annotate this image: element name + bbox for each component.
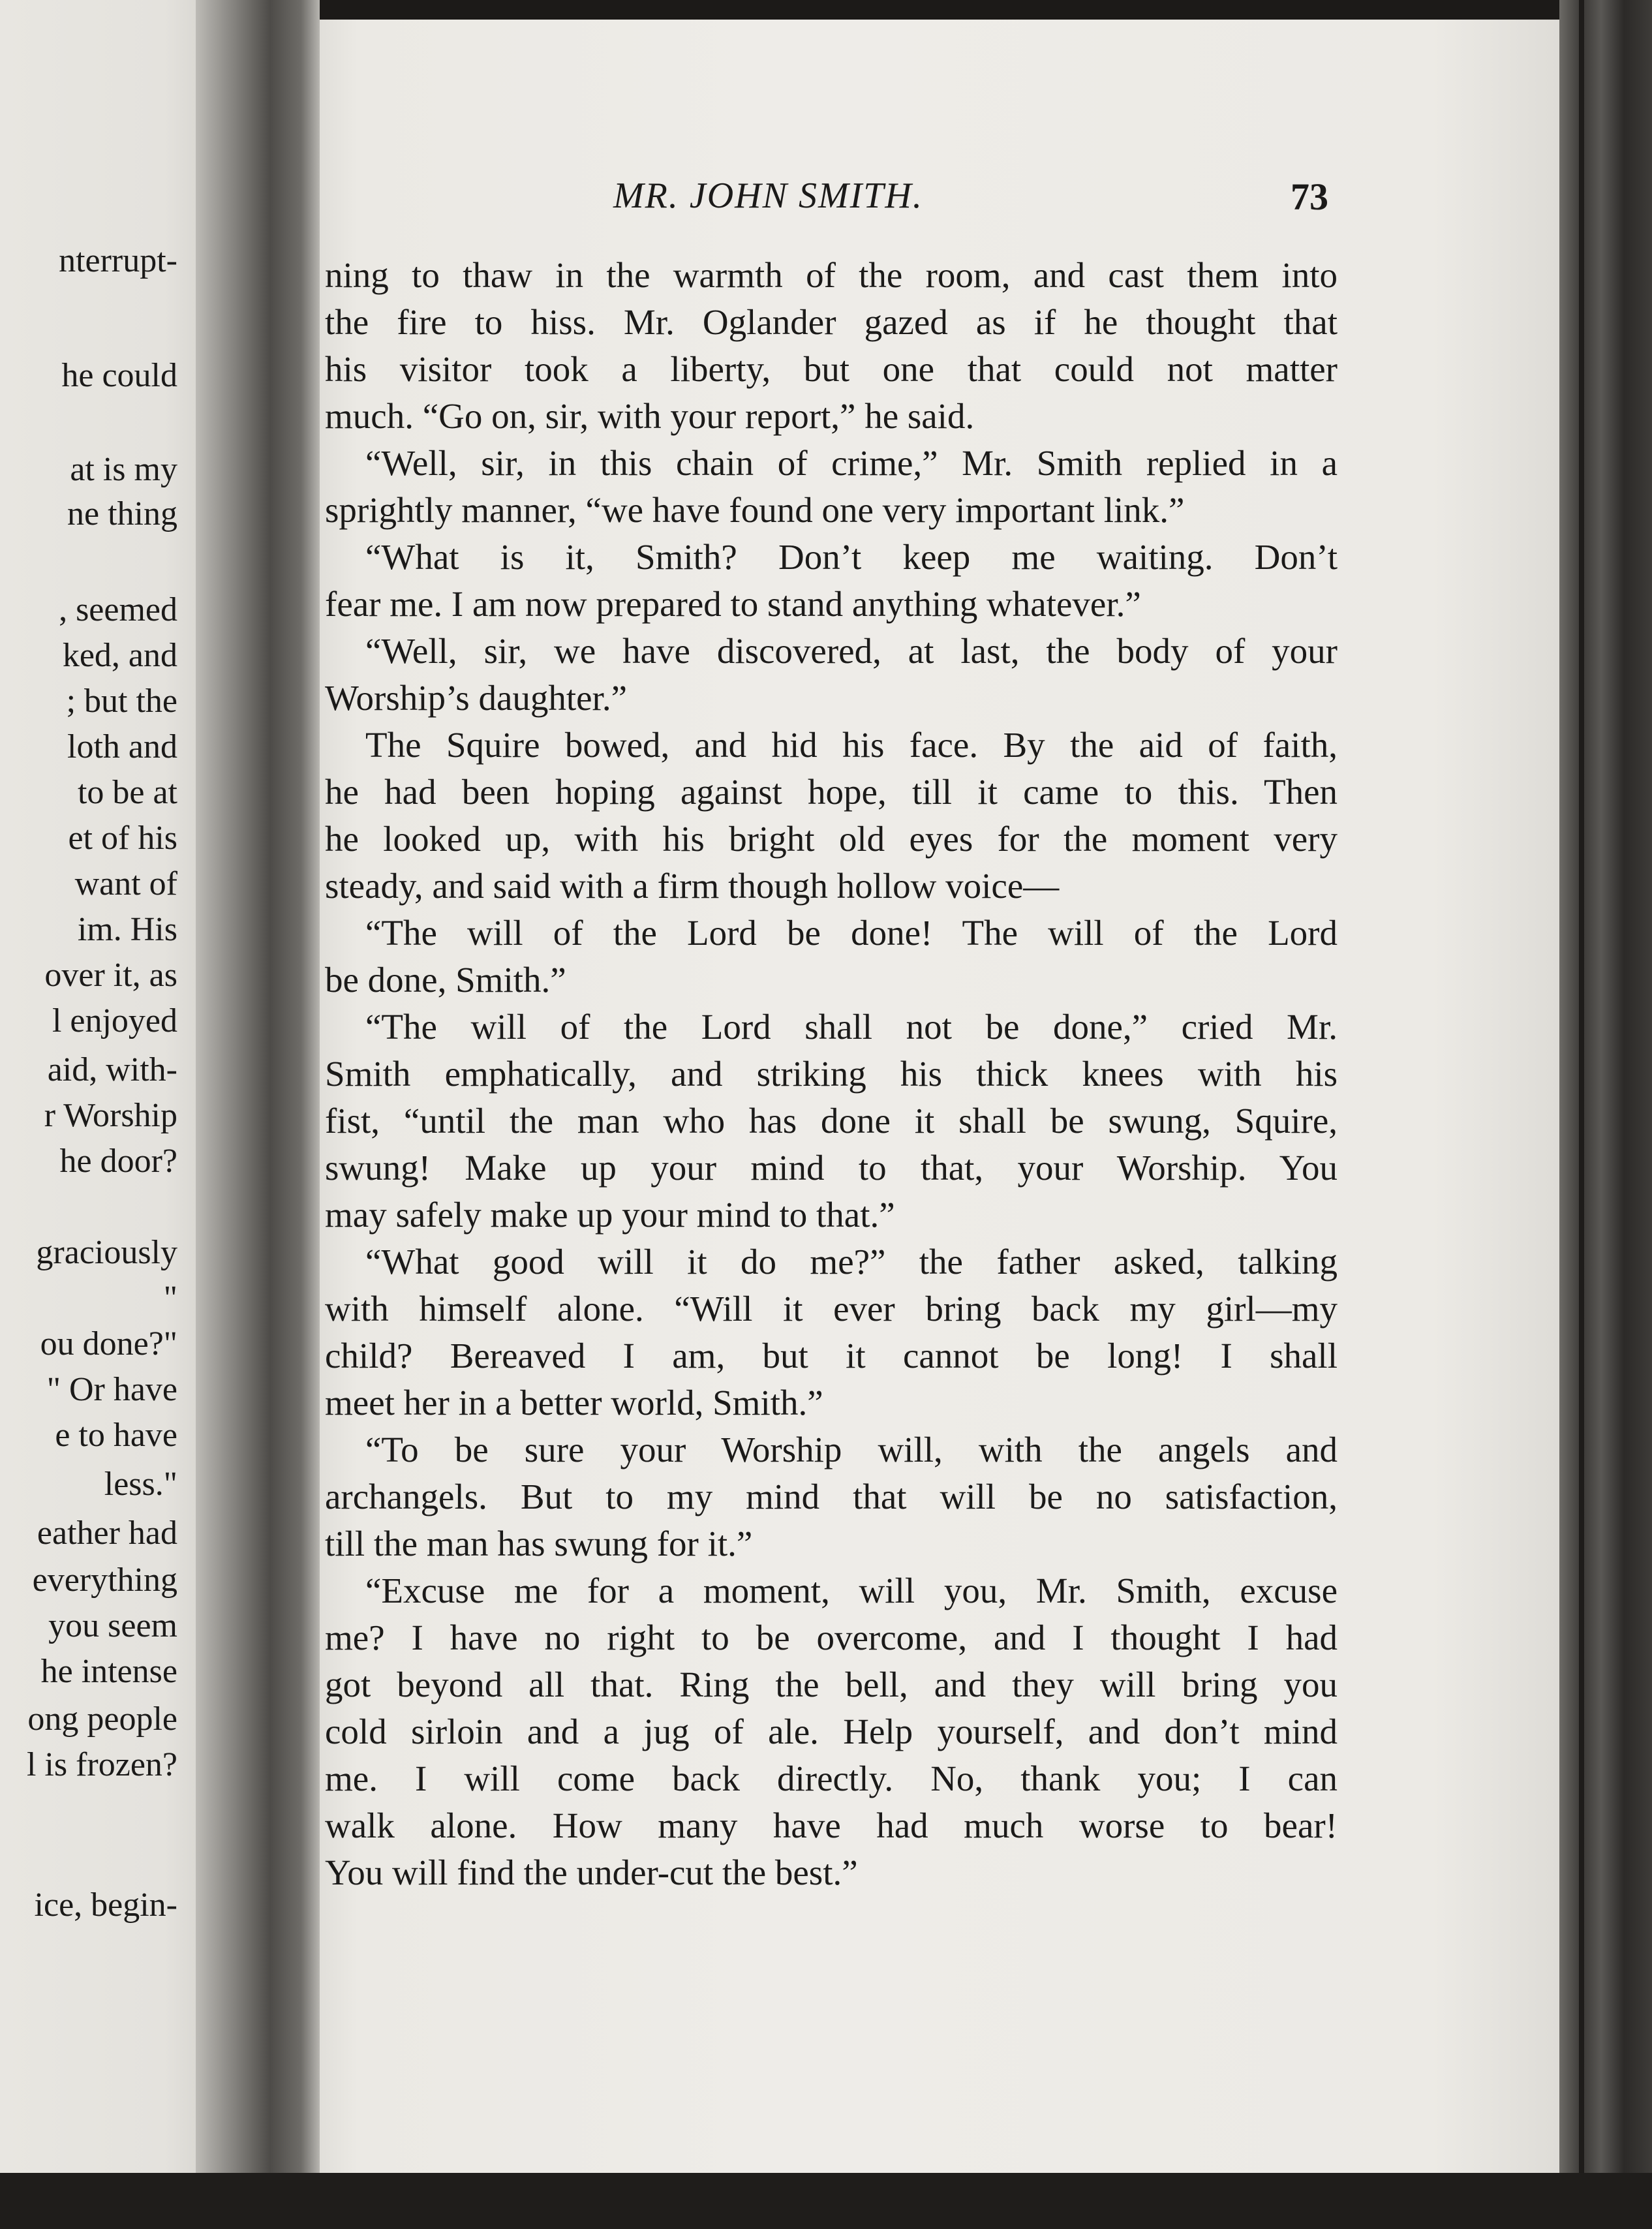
- left-page-fragment: ne thing: [67, 495, 177, 532]
- left-page-fragment: r Worship: [44, 1097, 177, 1134]
- text-line: got beyond all that. Ring the bell, and they will bring you: [325, 1665, 1338, 1704]
- left-page-fragment: ": [163, 1280, 177, 1317]
- text-line: meet her in a better world, Smith.”: [325, 1383, 823, 1422]
- left-page-fragment: he could: [61, 357, 177, 394]
- text-line: walk alone. How many have had much worse to bear!: [325, 1806, 1338, 1845]
- left-page-fragment: you seem: [48, 1607, 177, 1644]
- text-line: with himself alone. “Will it ever bring back my girl—my: [325, 1289, 1338, 1329]
- text-line: swung! Make up your mind to that, your Worship. You: [325, 1148, 1338, 1188]
- text-line: the fire to hiss. Mr. Oglander gazed as if he thought that: [325, 302, 1338, 342]
- text-line: child? Bereaved I am, but it cannot be long! I shall: [325, 1336, 1338, 1376]
- text-line: “Excuse me for a moment, will you, Mr. Smith, excuse: [365, 1571, 1338, 1610]
- left-page-fragment: loth and: [67, 728, 177, 765]
- running-header-title: MR. JOHN SMITH.: [613, 176, 923, 216]
- text-line: “What is it, Smith? Don’t keep me waiting. Don’t: [365, 537, 1338, 577]
- left-page-fragment: " Or have: [46, 1371, 177, 1408]
- left-page-fragment: nterrupt-: [59, 242, 177, 279]
- text-line: he looked up, with his bright old eyes for the moment very: [325, 819, 1338, 859]
- left-page-fragment: he intense: [40, 1653, 177, 1690]
- left-page-fragment: he door?: [59, 1143, 177, 1180]
- left-page-fragment: , seemed: [59, 591, 177, 628]
- text-line: be done, Smith.”: [325, 960, 566, 1000]
- left-page-fragment: aid, with-: [47, 1051, 177, 1088]
- text-line: steady, and said with a firm though hollow voice—: [325, 866, 1060, 906]
- text-line: “The will of the Lord be done! The will of the Lord: [365, 913, 1338, 953]
- left-page-fragment: to be at: [77, 774, 177, 811]
- left-page-fragment: over it, as: [44, 957, 177, 994]
- scan-bottom-border: [0, 2173, 1652, 2229]
- page-body-text: [325, 252, 1338, 1896]
- left-page-fragment: l is frozen?: [26, 1746, 177, 1783]
- text-line: “Well, sir, in this chain of crime,” Mr. Smith replied in a: [365, 443, 1338, 483]
- left-page-fragment: et of his: [68, 820, 177, 857]
- text-line: ning to thaw in the warmth of the room, and cast them into: [325, 255, 1338, 295]
- left-page-fragment: ou done?": [40, 1325, 177, 1362]
- book-gutter-shadow: [196, 0, 320, 2173]
- left-page-fragment: l enjoyed: [52, 1002, 177, 1039]
- left-page-fragment: everything: [32, 1561, 177, 1599]
- text-line: till the man has swung for it.”: [325, 1524, 753, 1563]
- text-line: archangels. But to my mind that will be no satisfaction,: [325, 1477, 1338, 1516]
- text-line: “The will of the Lord shall not be done,” cried Mr.: [365, 1007, 1338, 1047]
- text-line: much. “Go on, sir, with your report,” he said.: [325, 396, 975, 436]
- text-line: may safely make up your mind to that.”: [325, 1195, 895, 1235]
- left-page-fragment: at is my: [70, 451, 177, 488]
- text-line: me? I have no right to be overcome, and I thought I had: [325, 1618, 1338, 1657]
- left-page-fragment: im. His: [77, 911, 177, 948]
- text-line: The Squire bowed, and hid his face. By the aid of faith,: [365, 725, 1338, 765]
- text-line: cold sirloin and a jug of ale. Help yourself, and don’t mind: [325, 1712, 1338, 1751]
- left-page-fragment: ice, begin-: [34, 1886, 177, 1924]
- book-edge: [1559, 0, 1652, 2229]
- book-edge-line: [1579, 0, 1584, 2229]
- page-number: 73: [1291, 176, 1328, 218]
- text-line: sprightly manner, “we have found one very important link.”: [325, 490, 1185, 530]
- left-page-text-fragments: [0, 0, 189, 2173]
- text-line: “Well, sir, we have discovered, at last, the body of your: [365, 631, 1338, 671]
- text-line: “What good will it do me?” the father asked, talking: [365, 1242, 1338, 1282]
- left-page-fragment: ked, and: [62, 637, 177, 674]
- text-line: fist, “until the man who has done it shall be swung, Squire,: [325, 1101, 1338, 1141]
- text-line: You will find the under-cut the best.”: [325, 1852, 858, 1892]
- text-line: Smith emphatically, and striking his thick knees with his: [325, 1054, 1338, 1094]
- left-page-fragment: less.": [104, 1466, 177, 1503]
- left-page-fragment: ; but the: [66, 683, 177, 720]
- left-page-fragment: want of: [74, 865, 177, 902]
- left-page-fragment: ong people: [27, 1700, 177, 1738]
- left-page-fragment: graciously: [36, 1234, 177, 1271]
- text-line: his visitor took a liberty, but one that could not matter: [325, 349, 1338, 389]
- text-line: “To be sure your Worship will, with the angels and: [365, 1430, 1338, 1469]
- text-line: Worship’s daughter.”: [325, 678, 627, 718]
- left-page-fragment: eather had: [37, 1514, 177, 1552]
- text-line: fear me. I am now prepared to stand anything whatever.”: [325, 584, 1141, 624]
- left-page-fragment: e to have: [55, 1417, 177, 1454]
- text-line: me. I will come back directly. No, thank you; I can: [325, 1759, 1338, 1798]
- text-line: he had been hoping against hope, till it came to this. Then: [325, 772, 1338, 812]
